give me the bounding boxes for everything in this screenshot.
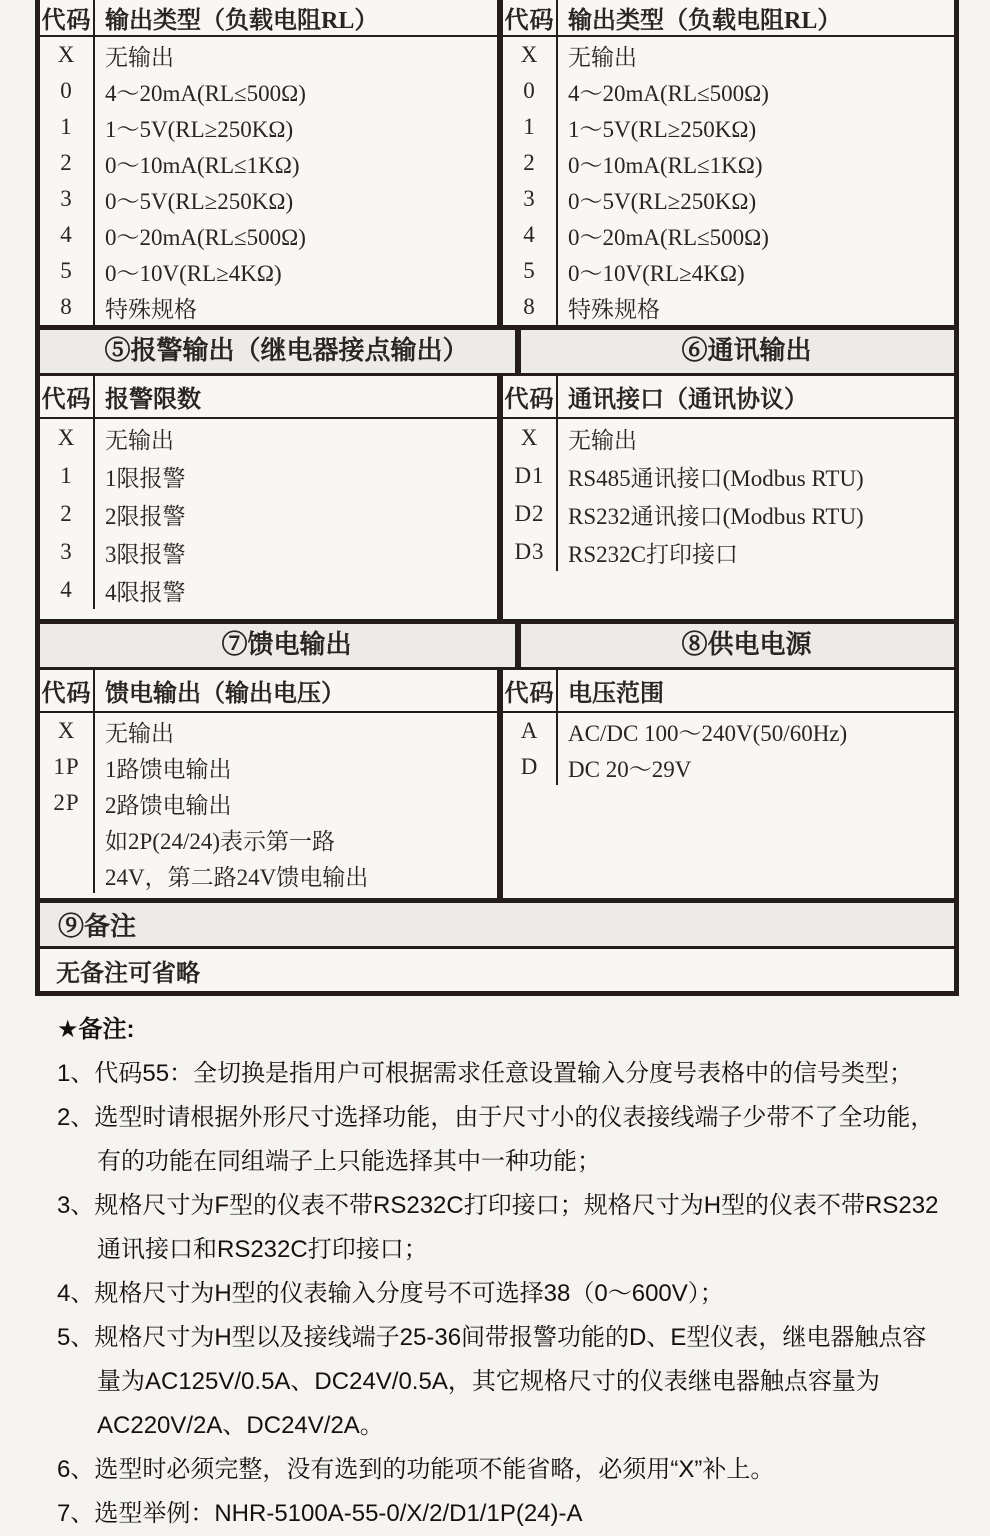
table-body bbox=[40, 419, 497, 619]
column-header-row bbox=[503, 0, 954, 37]
table-row bbox=[503, 145, 954, 181]
desc-column-header: 馈电输出（输出电压） bbox=[105, 681, 345, 707]
desc-cell: 2路馈电输出 bbox=[105, 792, 232, 818]
table-row bbox=[40, 37, 497, 73]
column-header-row bbox=[40, 376, 497, 419]
code-cell: 2P bbox=[40, 785, 95, 821]
table-body bbox=[40, 713, 497, 898]
output-table-left bbox=[40, 0, 497, 325]
desc-cell: 0～20mA(RL≤500Ω) bbox=[105, 224, 306, 250]
alarm-table bbox=[40, 376, 497, 619]
table-row bbox=[503, 73, 954, 109]
code-column-header: 代码 bbox=[503, 0, 558, 35]
table-row bbox=[40, 457, 497, 495]
code-cell: 1 bbox=[40, 109, 95, 145]
table-body bbox=[40, 37, 497, 325]
table-row bbox=[503, 533, 954, 571]
table-row bbox=[40, 73, 497, 109]
table-row bbox=[40, 857, 497, 893]
code-cell: 0 bbox=[40, 73, 95, 109]
section-title-alarm: ⑤报警输出（继电器接点输出） bbox=[104, 336, 469, 365]
code-cell: A bbox=[503, 713, 558, 749]
code-cell: 1 bbox=[503, 109, 558, 145]
table-row bbox=[503, 289, 954, 325]
footnote-item: 4、规格尺寸为H型的仪表输入分度号不可选择38（0～600V）； bbox=[57, 1280, 724, 1307]
power-table bbox=[503, 670, 954, 898]
output-type-section bbox=[40, 0, 954, 325]
table-row bbox=[503, 419, 954, 457]
table-row bbox=[503, 749, 954, 785]
table-row bbox=[503, 713, 954, 749]
code-cell: X bbox=[40, 713, 95, 749]
code-column-header: 代码 bbox=[40, 376, 95, 417]
table-row bbox=[40, 749, 497, 785]
desc-cell: 0～20mA(RL≤500Ω) bbox=[568, 224, 769, 250]
code-column-header: 代码 bbox=[503, 670, 558, 711]
desc-cell: 1限报警 bbox=[105, 465, 186, 491]
code-column-header: 代码 bbox=[40, 0, 95, 35]
footnote-item: 2、选型时请根据外形尺寸选择功能，由于尺寸小的仪表接线端子少带不了全功能，有的功能在同组端子上只能选择其中一种功能； bbox=[57, 1104, 935, 1175]
desc-cell: 0～10mA(RL≤1KΩ) bbox=[105, 152, 300, 178]
selection-code-table bbox=[35, 0, 959, 996]
desc-cell: 2限报警 bbox=[105, 503, 186, 529]
desc-cell: 24V，第二路24V馈电输出 bbox=[105, 864, 369, 890]
code-cell: 2 bbox=[503, 145, 558, 181]
desc-cell: 4～20mA(RL≤500Ω) bbox=[568, 80, 769, 106]
desc-cell: 0～5V(RL≥250KΩ) bbox=[568, 188, 757, 214]
table-row bbox=[503, 253, 954, 289]
code-cell: X bbox=[503, 419, 558, 457]
footnote-item: 3、规格尺寸为F型的仪表不带RS232C打印接口；规格尺寸为H型的仪表不带RS232通讯接口和RS232C打印接口； bbox=[57, 1192, 939, 1263]
desc-column-header: 输出类型（负载电阻RL） bbox=[105, 8, 379, 34]
table-row bbox=[503, 181, 954, 217]
table-row bbox=[40, 533, 497, 571]
remark-content-row: 无备注可省略 bbox=[56, 960, 200, 987]
code-cell: 8 bbox=[40, 289, 95, 325]
table-row bbox=[40, 109, 497, 145]
code-cell bbox=[40, 821, 95, 857]
code-cell: D bbox=[503, 749, 558, 785]
desc-cell: 特殊规格 bbox=[568, 296, 660, 322]
footnote-item: 5、规格尺寸为H型以及接线端子25-36间带报警功能的D、E型仪表，继电器触点容量为AC125V/0.5A、DC24V/0.5A，其它规格尺寸的仪表继电器触点容量为AC220V/2A、DC24V/2A。 bbox=[57, 1324, 927, 1439]
comm-table bbox=[503, 376, 954, 619]
desc-cell: 无输出 bbox=[105, 44, 174, 70]
section-band-7-8 bbox=[40, 619, 954, 670]
column-header-row bbox=[503, 670, 954, 713]
footnotes-heading: ★备注: bbox=[57, 1016, 135, 1043]
footnotes bbox=[57, 1008, 949, 1536]
column-header-row bbox=[503, 376, 954, 419]
table-row bbox=[40, 145, 497, 181]
table-row bbox=[40, 253, 497, 289]
desc-cell: 1～5V(RL≥250KΩ) bbox=[105, 116, 294, 142]
desc-cell: 0～10mA(RL≤1KΩ) bbox=[568, 152, 763, 178]
table-row bbox=[40, 419, 497, 457]
desc-cell: 如2P(24/24)表示第一路 bbox=[105, 828, 335, 854]
code-cell: X bbox=[40, 419, 95, 457]
desc-column-header: 通讯接口（通讯协议） bbox=[568, 387, 808, 413]
code-cell: X bbox=[40, 37, 95, 73]
code-cell: 2 bbox=[40, 145, 95, 181]
table-row bbox=[40, 495, 497, 533]
table-row bbox=[503, 457, 954, 495]
code-cell: D1 bbox=[503, 457, 558, 495]
desc-cell: RS232C打印接口 bbox=[568, 541, 738, 567]
code-cell: 4 bbox=[40, 571, 95, 609]
desc-cell: RS485通讯接口(Modbus RTU) bbox=[568, 465, 864, 491]
code-cell: 5 bbox=[40, 253, 95, 289]
desc-column-header: 报警限数 bbox=[105, 387, 201, 413]
section-title-feed: ⑦馈电输出 bbox=[221, 630, 352, 659]
desc-column-header: 电压范围 bbox=[568, 681, 664, 707]
feed-power-section bbox=[40, 670, 954, 898]
desc-cell: 4～20mA(RL≤500Ω) bbox=[105, 80, 306, 106]
table-row bbox=[40, 785, 497, 821]
desc-column-header: 输出类型（负载电阻RL） bbox=[568, 8, 842, 34]
table-body bbox=[503, 37, 954, 325]
desc-cell: 3限报警 bbox=[105, 541, 186, 567]
desc-cell: 无输出 bbox=[105, 720, 174, 746]
table-row bbox=[40, 821, 497, 857]
code-cell bbox=[40, 857, 95, 893]
desc-cell: 特殊规格 bbox=[105, 296, 197, 322]
desc-cell: 0～5V(RL≥250KΩ) bbox=[105, 188, 294, 214]
code-cell: 1P bbox=[40, 749, 95, 785]
desc-cell: 4限报警 bbox=[105, 579, 186, 605]
code-cell: 4 bbox=[40, 217, 95, 253]
code-column-header: 代码 bbox=[503, 376, 558, 417]
code-cell: D2 bbox=[503, 495, 558, 533]
code-cell: 4 bbox=[503, 217, 558, 253]
table-row bbox=[40, 217, 497, 253]
desc-cell: 无输出 bbox=[105, 427, 174, 453]
table-row bbox=[40, 713, 497, 749]
table-row bbox=[40, 289, 497, 325]
footnote-item: 1、代码55：全切换是指用户可根据需求任意设置输入分度号表格中的信号类型； bbox=[57, 1060, 914, 1087]
code-cell: 5 bbox=[503, 253, 558, 289]
table-row bbox=[503, 109, 954, 145]
desc-cell: 无输出 bbox=[568, 44, 637, 70]
code-cell: X bbox=[503, 37, 558, 73]
code-cell: 2 bbox=[40, 495, 95, 533]
desc-cell: 1路馈电输出 bbox=[105, 756, 232, 782]
code-column-header: 代码 bbox=[40, 670, 95, 711]
code-cell: 3 bbox=[503, 181, 558, 217]
table-row bbox=[503, 217, 954, 253]
desc-cell: AC/DC 100～240V(50/60Hz) bbox=[568, 720, 848, 746]
feed-table bbox=[40, 670, 497, 898]
desc-cell: DC 20～29V bbox=[568, 756, 692, 782]
code-cell: 8 bbox=[503, 289, 558, 325]
code-cell: 1 bbox=[40, 457, 95, 495]
section-title-remark: ⑨备注 bbox=[40, 898, 954, 949]
footnote-item: 6、选型时必须完整，没有选到的功能项不能省略，必须用“X”补上。 bbox=[57, 1456, 775, 1483]
table-body bbox=[503, 419, 954, 619]
column-header-row bbox=[40, 0, 497, 37]
desc-cell: 无输出 bbox=[568, 427, 637, 453]
table-row bbox=[503, 37, 954, 73]
code-cell: D3 bbox=[503, 533, 558, 571]
desc-cell: RS232通讯接口(Modbus RTU) bbox=[568, 503, 864, 529]
code-cell: 3 bbox=[40, 181, 95, 217]
column-header-row bbox=[40, 670, 497, 713]
table-row bbox=[503, 495, 954, 533]
alarm-comm-section bbox=[40, 376, 954, 619]
desc-cell: 0～10V(RL≥4KΩ) bbox=[568, 260, 745, 286]
section-title-power: ⑧供电电源 bbox=[681, 630, 812, 659]
desc-cell: 1～5V(RL≥250KΩ) bbox=[568, 116, 757, 142]
code-cell: 3 bbox=[40, 533, 95, 571]
table-body bbox=[503, 713, 954, 898]
table-row bbox=[40, 181, 497, 217]
section-band-5-6 bbox=[40, 325, 954, 376]
section-title-comm: ⑥通讯输出 bbox=[681, 336, 812, 365]
output-table-right bbox=[503, 0, 954, 325]
footnote-item: 7、选型举例：NHR-5100A-55-0/X/2/D1/1P(24)-A bbox=[57, 1500, 583, 1527]
code-cell: 0 bbox=[503, 73, 558, 109]
desc-cell: 0～10V(RL≥4KΩ) bbox=[105, 260, 282, 286]
table-row bbox=[40, 571, 497, 609]
